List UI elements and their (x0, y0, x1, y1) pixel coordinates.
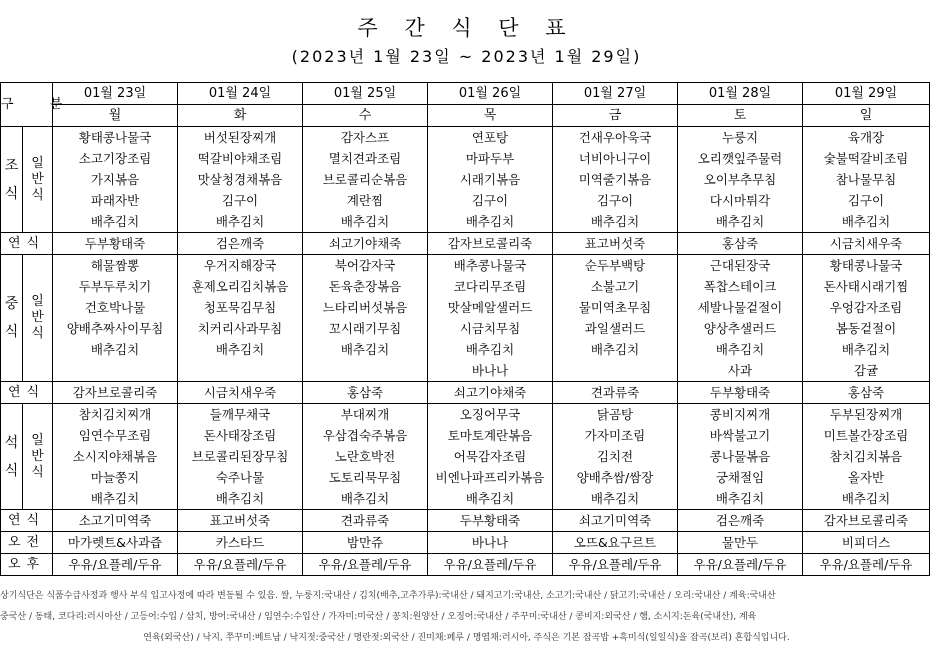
menu-item: 우삼겹숙주볶음 (303, 425, 428, 446)
menu-item: 콩비지찌개 (678, 404, 803, 426)
menu-item: 어묵감자조림 (428, 446, 553, 467)
menu-item: 배추김치 (303, 211, 428, 233)
lunch-sub-label: 일 반 식 (23, 255, 53, 382)
menu-item: 맛살메알샐러드 (428, 297, 553, 318)
menu-item: 숙주나물 (178, 467, 303, 488)
menu-item: 두부두루치기 (53, 276, 178, 297)
menu-item: 떡갈비야채조림 (178, 148, 303, 169)
menu-item: 돈사태시래기찜 (803, 276, 930, 297)
menu-item: 숯불떡갈비조림 (803, 148, 930, 169)
porridge-item: 감자브로콜리죽 (428, 233, 553, 255)
menu-item: 돈사태장조림 (178, 425, 303, 446)
menu-item: 멸치견과조림 (303, 148, 428, 169)
menu-item: 배추김치 (178, 211, 303, 233)
snack-item: 오뜨&요구르트 (553, 532, 678, 554)
menu-item: 닭곰탕 (553, 404, 678, 426)
menu-item: 계란찜 (303, 190, 428, 211)
menu-item: 맛살청경채볶음 (178, 169, 303, 190)
menu-item: 배추김치 (53, 488, 178, 510)
weekday-cell: 수 (303, 105, 428, 127)
breakfast-label: 조 식 (1, 127, 23, 233)
porridge-item: 시금치새우죽 (803, 233, 930, 255)
porridge-item: 쇠고기야채죽 (428, 382, 553, 404)
menu-item: 김치전 (553, 446, 678, 467)
porridge-item: 검은깨죽 (678, 510, 803, 532)
menu-item (553, 360, 678, 382)
menu-item: 양상추샐러드 (678, 318, 803, 339)
menu-item: 김구이 (803, 190, 930, 211)
menu-item: 배추김치 (553, 488, 678, 510)
date-cell: 01월 29일 (803, 83, 930, 105)
menu-item: 소고기장조림 (53, 148, 178, 169)
menu-item: 배추김치 (303, 339, 428, 360)
menu-item: 미역줄기볶음 (553, 169, 678, 190)
breakfast-sub-label: 일 반 식 (23, 127, 53, 233)
breakfast-porridge-label: 연식 (1, 233, 53, 255)
snack-item: 밤만쥬 (303, 532, 428, 554)
menu-item: 치커리사과무침 (178, 318, 303, 339)
menu-item: 배추김치 (428, 488, 553, 510)
menu-item: 코다리무조림 (428, 276, 553, 297)
menu-item: 들깨무채국 (178, 404, 303, 426)
snack_am-label: 오전 (1, 532, 53, 554)
menu-item: 근대된장국 (678, 255, 803, 277)
footnotes (0, 586, 933, 649)
menu-item: 사과 (678, 360, 803, 382)
porridge-item: 홍삼죽 (303, 382, 428, 404)
date-cell: 01월 24일 (178, 83, 303, 105)
snack-item: 물만두 (678, 532, 803, 554)
menu-item: 노란호박전 (303, 446, 428, 467)
weekday-cell: 월 (53, 105, 178, 127)
menu-item: 우거지해장국 (178, 255, 303, 277)
porridge-item: 감자브로콜리죽 (803, 510, 930, 532)
menu-item: 참나물무침 (803, 169, 930, 190)
menu-item: 다시마튀각 (678, 190, 803, 211)
porridge-item: 감자브로콜리죽 (53, 382, 178, 404)
snack-item: 마가렛트&사과즙 (53, 532, 178, 554)
menu-item: 세발나물겉절이 (678, 297, 803, 318)
menu-item: 배추김치 (178, 488, 303, 510)
menu-item: 양배추쌈/쌈장 (553, 467, 678, 488)
menu-item: 배추김치 (553, 339, 678, 360)
lunch-label: 중 식 (1, 255, 23, 382)
weekday-cell: 일 (803, 105, 930, 127)
dinner-sub-label: 일 반 식 (23, 404, 53, 510)
menu-item: 봄동겉절이 (803, 318, 930, 339)
menu-item: 북어감자국 (303, 255, 428, 277)
menu-item: 누룽지 (678, 127, 803, 149)
menu-item: 순두부백탕 (553, 255, 678, 277)
porridge-item: 시금치새우죽 (178, 382, 303, 404)
porridge-item: 표고버섯죽 (178, 510, 303, 532)
menu-item: 감자스프 (303, 127, 428, 149)
header-label: 구 분 (1, 83, 53, 127)
menu-item: 과일샐러드 (553, 318, 678, 339)
menu-item: 배추김치 (53, 339, 178, 360)
menu-item: 시금치무침 (428, 318, 553, 339)
menu-item: 배추김치 (178, 339, 303, 360)
menu-item: 오리깻잎주물럭 (678, 148, 803, 169)
porridge-item: 홍삼죽 (803, 382, 930, 404)
note-line: 상기식단은 식품수급사정과 행사 부식 입고사정에 따라 변동될 수 있음. 쌀, 누룽지:국내산 / 김치(배추,고추가루):국내산 / 돼지고기:국내산, 소고기:국내산 / 닭고기:국내산 / 오리:국내산 / 계육:국내산 (0, 591, 776, 601)
menu-item: 배추김치 (678, 488, 803, 510)
menu-item: 마늘쫑지 (53, 467, 178, 488)
menu-item: 궁채절임 (678, 467, 803, 488)
menu-item: 배추콩나물국 (428, 255, 553, 277)
date-cell: 01월 23일 (53, 83, 178, 105)
weekday-cell: 화 (178, 105, 303, 127)
menu-item: 버섯된장찌개 (178, 127, 303, 149)
menu-item: 브로콜리된장무침 (178, 446, 303, 467)
menu-item: 부대찌개 (303, 404, 428, 426)
porridge-item: 표고버섯죽 (553, 233, 678, 255)
menu-item: 임연수무조림 (53, 425, 178, 446)
menu-item: 배추김치 (803, 488, 930, 510)
menu-item: 소시지야채볶음 (53, 446, 178, 467)
porridge-item: 쇠고기야채죽 (303, 233, 428, 255)
menu-item: 배추김치 (553, 211, 678, 233)
menu-item: 김구이 (553, 190, 678, 211)
porridge-item: 견과류죽 (303, 510, 428, 532)
porridge-item: 검은깨죽 (178, 233, 303, 255)
menu-item: 느타리버섯볶음 (303, 297, 428, 318)
menu-item: 오징어무국 (428, 404, 553, 426)
menu-item: 배추김치 (803, 211, 930, 233)
menu-item: 가자미조림 (553, 425, 678, 446)
menu-item (303, 360, 428, 382)
snack-item: 우유/요플레/두유 (303, 554, 428, 576)
menu-item: 토마토계란볶음 (428, 425, 553, 446)
dinner-porridge-label: 연식 (1, 510, 53, 532)
menu-item: 배추김치 (678, 211, 803, 233)
menu-item: 육개장 (803, 127, 930, 149)
porridge-item: 두부황태죽 (678, 382, 803, 404)
menu-item: 배추김치 (803, 339, 930, 360)
snack-item: 우유/요플레/두유 (803, 554, 930, 576)
porridge-item: 견과류죽 (553, 382, 678, 404)
menu-item: 올자반 (803, 467, 930, 488)
menu-item: 김구이 (178, 190, 303, 211)
menu-item: 배추김치 (53, 211, 178, 233)
menu-item: 물미역초무침 (553, 297, 678, 318)
weekly-menu-table (0, 82, 930, 576)
menu-item: 가지볶음 (53, 169, 178, 190)
menu-item: 김구이 (428, 190, 553, 211)
snack-item: 우유/요플레/두유 (678, 554, 803, 576)
menu-item: 우엉감자조림 (803, 297, 930, 318)
menu-item: 시래기볶음 (428, 169, 553, 190)
porridge-item: 쇠고기미역죽 (553, 510, 678, 532)
menu-item: 파래자반 (53, 190, 178, 211)
snack-item: 우유/요플레/두유 (53, 554, 178, 576)
snack-item: 우유/요플레/두유 (178, 554, 303, 576)
porridge-item: 두부황태죽 (53, 233, 178, 255)
menu-item: 폭찹스테이크 (678, 276, 803, 297)
weekday-cell: 토 (678, 105, 803, 127)
menu-item: 너비아니구이 (553, 148, 678, 169)
menu-item: 오이부추무침 (678, 169, 803, 190)
menu-item: 바나나 (428, 360, 553, 382)
snack-item: 우유/요플레/두유 (428, 554, 553, 576)
menu-item: 참치김치찌개 (53, 404, 178, 426)
date-cell: 01월 26일 (428, 83, 553, 105)
menu-item: 참치김치볶음 (803, 446, 930, 467)
dinner-label: 석 식 (1, 404, 23, 510)
lunch-porridge-label: 연식 (1, 382, 53, 404)
date-range: (2023년 1월 23일 ~ 2023년 1월 29일) (291, 47, 642, 66)
menu-item: 청포묵김무침 (178, 297, 303, 318)
menu-item: 소불고기 (553, 276, 678, 297)
menu-item: 건새우아욱국 (553, 127, 678, 149)
snack-item: 비피더스 (803, 532, 930, 554)
menu-item: 바싹불고기 (678, 425, 803, 446)
menu-item (53, 360, 178, 382)
porridge-item: 두부황태죽 (428, 510, 553, 532)
snack-item: 우유/요플레/두유 (553, 554, 678, 576)
snack_pm-label: 오후 (1, 554, 53, 576)
menu-item: 마파두부 (428, 148, 553, 169)
menu-item: 감귤 (803, 360, 930, 382)
menu-item: 돈육춘장볶음 (303, 276, 428, 297)
snack-item: 카스타드 (178, 532, 303, 554)
date-cell: 01월 25일 (303, 83, 428, 105)
porridge-item: 소고기미역죽 (53, 510, 178, 532)
snack-item: 바나나 (428, 532, 553, 554)
porridge-item: 홍삼죽 (678, 233, 803, 255)
weekday-cell: 금 (553, 105, 678, 127)
weekday-cell: 목 (428, 105, 553, 127)
date-cell: 01월 27일 (553, 83, 678, 105)
menu-item: 배추김치 (303, 488, 428, 510)
note-line: 중국산 / 동태, 코다리:러시아산 / 고등어:수입 / 삼치, 방어:국내산 / 임연수:수입산 / 가자미:미국산 / 꽁치:원양산 / 오징어:국내산 / 주꾸미:국내산 / 콩비지:외국산 / 햄, 소시지:돈육(국내산), 계육 (0, 612, 757, 622)
menu-item: 양배추짜사이무침 (53, 318, 178, 339)
menu-item: 미트볼간장조림 (803, 425, 930, 446)
menu-item: 배추김치 (428, 211, 553, 233)
menu-item: 꼬시래기무침 (303, 318, 428, 339)
menu-item: 해물짬뽕 (53, 255, 178, 277)
menu-item: 도토리묵무침 (303, 467, 428, 488)
menu-item: 두부된장찌개 (803, 404, 930, 426)
page-title: 주 간 식 단 표 (357, 16, 576, 40)
menu-item: 브로콜리순볶음 (303, 169, 428, 190)
menu-item: 연포탕 (428, 127, 553, 149)
menu-item: 황태콩나물국 (53, 127, 178, 149)
menu-item: 비엔나파프리카볶음 (428, 467, 553, 488)
menu-item: 황태콩나물국 (803, 255, 930, 277)
menu-item: 훈제오리김치볶음 (178, 276, 303, 297)
menu-item: 배추김치 (428, 339, 553, 360)
date-cell: 01월 28일 (678, 83, 803, 105)
menu-item: 건호박나물 (53, 297, 178, 318)
menu-item: 콩나물볶음 (678, 446, 803, 467)
note-line: 연육(외국산) / 낙지, 쭈꾸미:베트남 / 낙지젓:중국산 / 명란젓:외국산 / 진미채:페루 / 명엽채:러시아, 주식은 기본 잡곡밥 +흑미식(일일식)을 잡곡(보리) 혼합식입니다. (143, 633, 790, 643)
menu-item (178, 360, 303, 382)
menu-item: 배추김치 (678, 339, 803, 360)
